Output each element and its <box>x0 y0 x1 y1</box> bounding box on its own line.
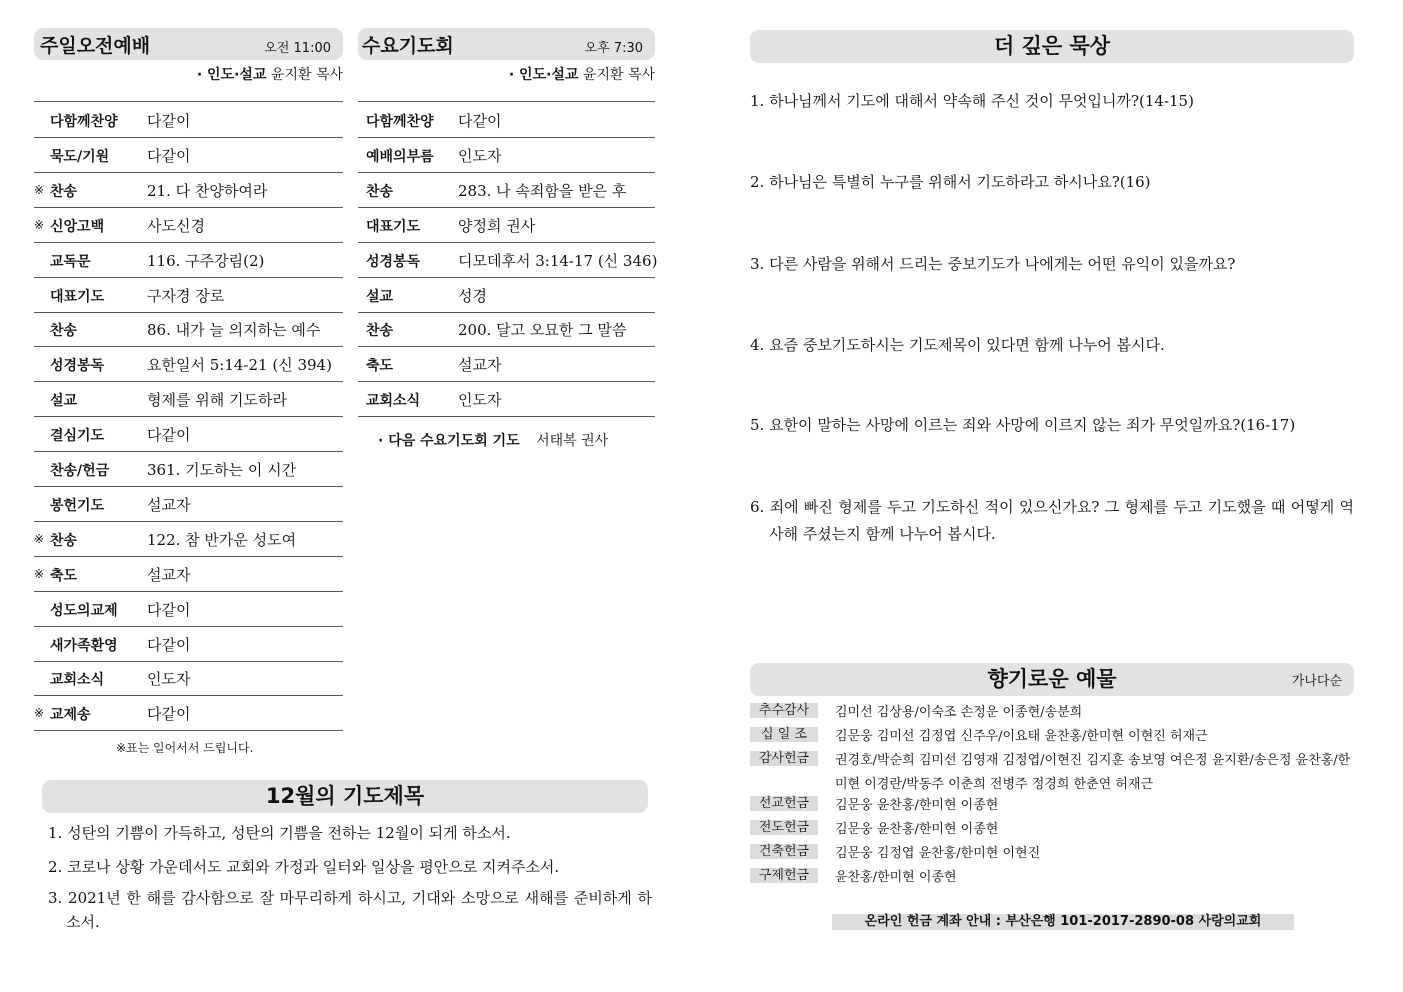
order-label: 교회소식 <box>50 672 105 689</box>
offering-names: 권경호/박순희 김미선 김영재 김정엽/이현진 김지훈 송보영 여은정 윤지환/송은정 윤찬홍/한미현 이경란/박동주 이춘희 전병주 정경희 한춘연 허재근 <box>835 753 1351 792</box>
wednesday-order-row <box>358 102 655 138</box>
meditation-question-5: 5. 요한이 말하는 사망에 이르는 죄와 사망에 이르지 않는 죄가 무엇일까요?(16-17) <box>750 416 1296 434</box>
wednesday-time: 오후 7:30 <box>584 41 643 56</box>
sunday-order-row <box>34 102 343 138</box>
prayer-header <box>42 780 648 813</box>
sunday-title: 주일오전예배 <box>40 35 151 57</box>
order-label: 다함께찬양 <box>366 114 434 130</box>
order-value: 다같이 <box>147 635 191 654</box>
order-label: 다함께찬양 <box>50 114 118 130</box>
order-value: 200. 달고 오묘한 그 말씀 <box>458 321 627 340</box>
order-value: 성경 <box>458 286 487 305</box>
order-value: 다같이 <box>458 112 502 130</box>
wednesday-order-row <box>358 137 655 173</box>
meditation-question-2: 2. 하나님은 특별히 누구를 위해서 기도하라고 하시나요?(16) <box>750 173 1151 191</box>
stand-mark: ※ <box>34 531 45 546</box>
offering-category: 건축헌금 <box>750 844 818 859</box>
offering-names: 김미선 김상용/이숙조 손정운 이종현/송분희 <box>835 705 1083 720</box>
order-value: 116. 구주강림(2) <box>147 251 265 270</box>
wednesday-order-row <box>358 381 655 417</box>
offering-order: 가나다순 <box>1291 674 1342 689</box>
order-value: 형제를 위해 기도하라 <box>147 391 287 410</box>
order-label: 성경봉독 <box>366 253 421 270</box>
meditation-question-1: 1. 하나님께서 기도에 대해서 약속해 주신 것이 무엇입니까?(14-15) <box>750 92 1194 110</box>
stand-mark: ※ <box>34 217 45 232</box>
offering-names: 윤찬홍/한미현 이종현 <box>835 870 957 885</box>
order-value: 21. 다 찬양하여라 <box>147 181 268 200</box>
order-value: 다같이 <box>147 705 191 724</box>
offering-category: 전도헌금 <box>750 820 818 835</box>
order-label: 설교 <box>50 393 78 410</box>
wednesday-order-row <box>358 311 655 347</box>
prayer-item-1: 1. 성탄의 기쁨이 가득하고, 성탄의 기쁨을 전하는 12월이 되게 하소서. <box>48 824 511 842</box>
order-value: 다같이 <box>147 600 191 619</box>
order-label: 설교 <box>366 288 394 305</box>
sunday-order-row <box>34 207 343 243</box>
order-value: 인도자 <box>458 146 502 165</box>
order-label: 찬송 <box>366 323 394 340</box>
wednesday-order-row <box>358 277 655 313</box>
offering-names: 김문웅 김미선 김정엽 신주우/이요태 윤찬홍/한미현 이현진 허재근 <box>835 729 1208 744</box>
sunday-order-row <box>34 521 343 557</box>
meditation-question-4: 4. 요즘 중보기도하시는 기도제목이 있다면 함께 나누어 봅시다. <box>750 336 1165 354</box>
order-label: 새가족환영 <box>50 637 118 654</box>
wednesday-order-row <box>358 207 655 243</box>
prayer-title: 12월의 기도제목 <box>265 784 425 808</box>
meditation-header <box>750 30 1354 63</box>
prayer-item-3: 3. 2021년 한 해를 감사함으로 잘 마무리하게 하시고, 기대와 소망으로 새해를 준비하게 하소서. <box>48 889 652 931</box>
sunday-order-row <box>34 695 343 731</box>
order-label: 축도 <box>366 358 394 375</box>
order-value: 구자경 장로 <box>147 286 225 305</box>
order-label: 찬송/헌금 <box>50 463 110 479</box>
order-value: 다같이 <box>147 112 191 130</box>
order-label: 교독문 <box>50 253 91 270</box>
sunday-order-row <box>34 172 343 208</box>
sunday-order-row <box>34 416 343 452</box>
offering-title: 향기로운 예물 <box>987 667 1117 691</box>
sunday-order-row <box>34 277 343 313</box>
order-label: 예배의부름 <box>366 148 434 165</box>
offering-names: 김문웅 윤찬홍/한미현 이종현 <box>835 822 999 837</box>
sunday-order-row <box>34 451 343 487</box>
offering-header <box>750 663 1354 696</box>
order-value: 다같이 <box>147 426 191 445</box>
wednesday-title: 수요기도회 <box>362 35 454 57</box>
offering-category: 구제헌금 <box>750 868 818 883</box>
order-label: 묵도/기원 <box>50 148 110 165</box>
order-value: 디모데후서 3:14-17 (신 346) <box>458 251 658 270</box>
order-label: 교회소식 <box>366 393 421 410</box>
order-value: 122. 참 반가운 성도여 <box>147 530 297 549</box>
sunday-order-row <box>34 486 343 522</box>
offering-category: 선교헌금 <box>750 796 818 811</box>
order-label: 봉헌기도 <box>50 497 105 514</box>
wednesday-order-row <box>358 242 658 278</box>
order-value: 양정희 권사 <box>458 216 536 235</box>
meditation-question-6: 6. 죄에 빠진 형제를 두고 기도하신 적이 있으신가요? 그 형제를 두고 기도했을 때 어떻게 역사해 주셨는지 함께 나누어 봅시다. <box>750 498 1354 543</box>
offering-names: 김문웅 윤찬홍/한미현 이종현 <box>835 798 999 813</box>
sunday-time: 오전 11:00 <box>264 41 331 56</box>
sunday-order-row <box>34 660 343 696</box>
order-value: 283. 나 속죄함을 받은 후 <box>458 181 627 200</box>
order-label: 교제송 <box>50 707 91 724</box>
order-value: 설교자 <box>147 495 191 514</box>
order-label: 대표기도 <box>366 218 421 235</box>
order-label: 결심기도 <box>50 428 105 445</box>
order-value: 설교자 <box>147 565 191 584</box>
order-value: 다같이 <box>147 146 191 165</box>
sunday-order-row <box>34 556 343 592</box>
order-value: 86. 내가 늘 의지하는 예수 <box>147 321 321 340</box>
sunday-leader-label: · 인도·설교 <box>196 67 267 83</box>
sunday-order-row <box>34 381 343 417</box>
order-label: 신앙고백 <box>50 218 105 235</box>
wednesday-next-prayer <box>378 430 608 450</box>
order-label: 찬송 <box>366 183 394 200</box>
offering-category: 십 일 조 <box>750 727 818 742</box>
order-value: 설교자 <box>458 356 502 375</box>
order-value: 사도신경 <box>147 216 205 235</box>
sunday-leader <box>34 64 343 84</box>
wednesday-order-row <box>358 172 655 208</box>
sunday-order-row <box>34 626 343 662</box>
order-label: 찬송 <box>50 532 78 549</box>
sunday-order-row <box>34 591 343 627</box>
order-label: 축도 <box>50 567 78 584</box>
offering-category: 추수감사 <box>750 703 818 718</box>
stand-mark: ※ <box>34 182 45 197</box>
stand-mark: ※ <box>34 566 45 581</box>
sunday-order-row <box>34 242 343 278</box>
offering-names: 김문웅 김정엽 윤찬홍/한미현 이현진 <box>835 846 1041 861</box>
order-value: 인도자 <box>458 391 502 410</box>
sunday-order-row <box>34 137 343 173</box>
meditation-title: 더 깊은 묵상 <box>993 34 1111 58</box>
order-value: 요한일서 5:14-21 (신 394) <box>147 356 332 375</box>
order-value: 인도자 <box>147 670 191 689</box>
wednesday-next-label: · 다음 수요기도회 기도 <box>378 433 520 449</box>
offering-category: 감사헌금 <box>750 751 818 766</box>
online-offering-account: 온라인 헌금 계좌 안내 : 부산은행 101-2017-2890-08 사랑의교회 <box>832 914 1294 930</box>
order-value: 361. 기도하는 이 시간 <box>147 461 297 479</box>
order-label: 찬송 <box>50 323 78 340</box>
wednesday-order-row <box>358 346 655 382</box>
wednesday-next-name: 서태복 권사 <box>536 433 609 449</box>
prayer-item-2: 2. 코로나 상황 가운데서도 교회와 가정과 일터와 일상을 평안으로 지켜주소서. <box>48 858 560 876</box>
wednesday-header <box>358 28 655 60</box>
order-label: 성경봉독 <box>50 358 105 375</box>
wednesday-leader-name: 윤지환 목사 <box>582 67 655 83</box>
sunday-stand-note: ※표는 일어서서 드립니다. <box>116 741 254 755</box>
sunday-order-row <box>34 346 343 382</box>
wednesday-leader-label: · 인도·설교 <box>508 67 579 83</box>
sunday-order-row <box>34 311 343 347</box>
meditation-question-3: 3. 다른 사람을 위해서 드리는 중보기도가 나에게는 어떤 유익이 있을까요? <box>750 255 1236 273</box>
order-label: 찬송 <box>50 183 78 200</box>
sunday-leader-name: 윤지환 목사 <box>270 67 343 83</box>
stand-mark: ※ <box>34 706 45 721</box>
order-label: 성도의교제 <box>50 602 118 619</box>
sunday-header <box>34 28 343 60</box>
order-label: 대표기도 <box>50 288 105 305</box>
wednesday-leader <box>358 64 655 84</box>
